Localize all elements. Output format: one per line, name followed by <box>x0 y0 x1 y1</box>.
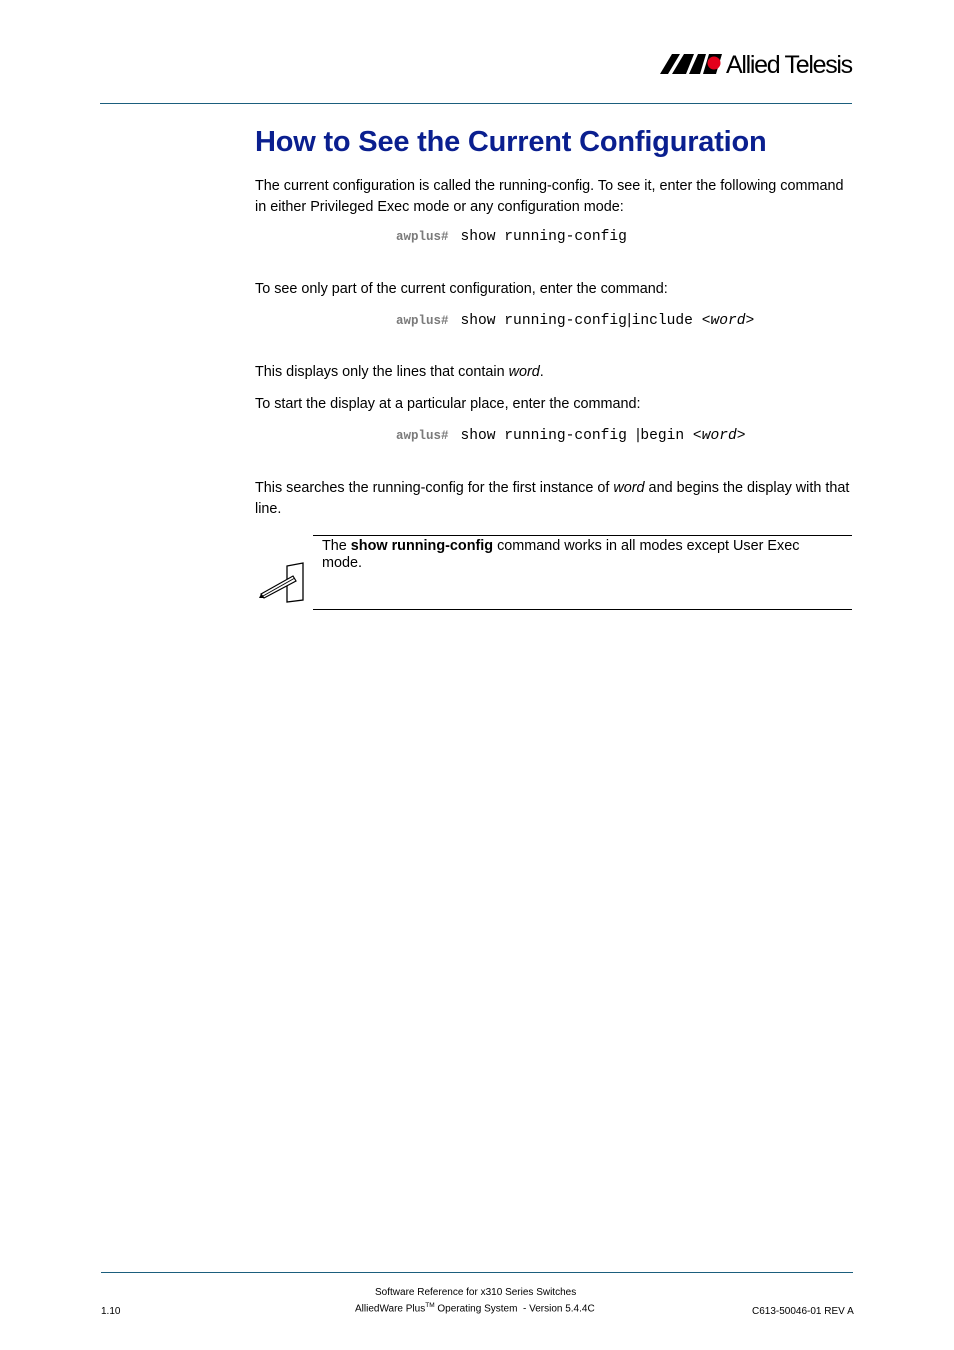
intro-paragraph: The current configuration is called the running-config. To see it, enter the following command in either Privileged Exec mode or any configuration mode: <box>255 178 844 215</box>
note-text: The show running-config command works in all modes except User Exec mode. <box>322 538 800 571</box>
logo-mark-icon <box>660 52 724 76</box>
command-text: show running-config <box>460 229 627 245</box>
footer-title: Software Reference for x310 Series Switches <box>375 1287 577 1298</box>
command-text: show running-config <box>460 313 627 329</box>
footer-divider <box>101 1272 853 1273</box>
page-title: How to See the Current Configuration <box>255 126 767 158</box>
start-intro-paragraph: To start the display at a particular place, enter the command: <box>255 396 641 412</box>
note-divider-bottom <box>313 609 852 610</box>
command-text: include < <box>631 313 711 329</box>
command-show-running-config <box>396 229 627 245</box>
command-show-begin <box>396 427 746 444</box>
command-close: > <box>745 313 755 329</box>
note-pencil-icon <box>259 562 307 604</box>
command-close: > <box>736 428 746 444</box>
command-arg: word <box>710 313 746 329</box>
search-description: This searches the running-config for the first instance of word and begins the display with that line. <box>255 480 850 517</box>
command-show-include <box>396 312 754 329</box>
logo-wordmark: Allied Telesis <box>726 51 852 79</box>
footer-product: AlliedWare Plus™ Operating System - Version 5.4.4C <box>355 1302 595 1315</box>
command-prompt: awplus# <box>396 230 449 244</box>
allied-telesis-logo <box>660 50 855 80</box>
header-divider <box>100 103 852 104</box>
command-text: begin < <box>640 428 702 444</box>
display-description: This displays only the lines that contain word. <box>255 364 544 380</box>
partial-intro-paragraph: To see only part of the current configuration, enter the command: <box>255 281 668 297</box>
pipe-symbol: | <box>635 427 641 443</box>
command-prompt: awplus# <box>396 314 449 328</box>
note-divider-top <box>313 535 852 536</box>
command-arg: word <box>701 428 737 444</box>
footer-page-number: 1.10 <box>101 1306 121 1317</box>
command-text: show running-config <box>460 428 636 444</box>
command-prompt: awplus# <box>396 429 449 443</box>
pipe-symbol: | <box>626 312 632 328</box>
footer-doc-id: C613-50046-01 REV A <box>752 1306 854 1317</box>
